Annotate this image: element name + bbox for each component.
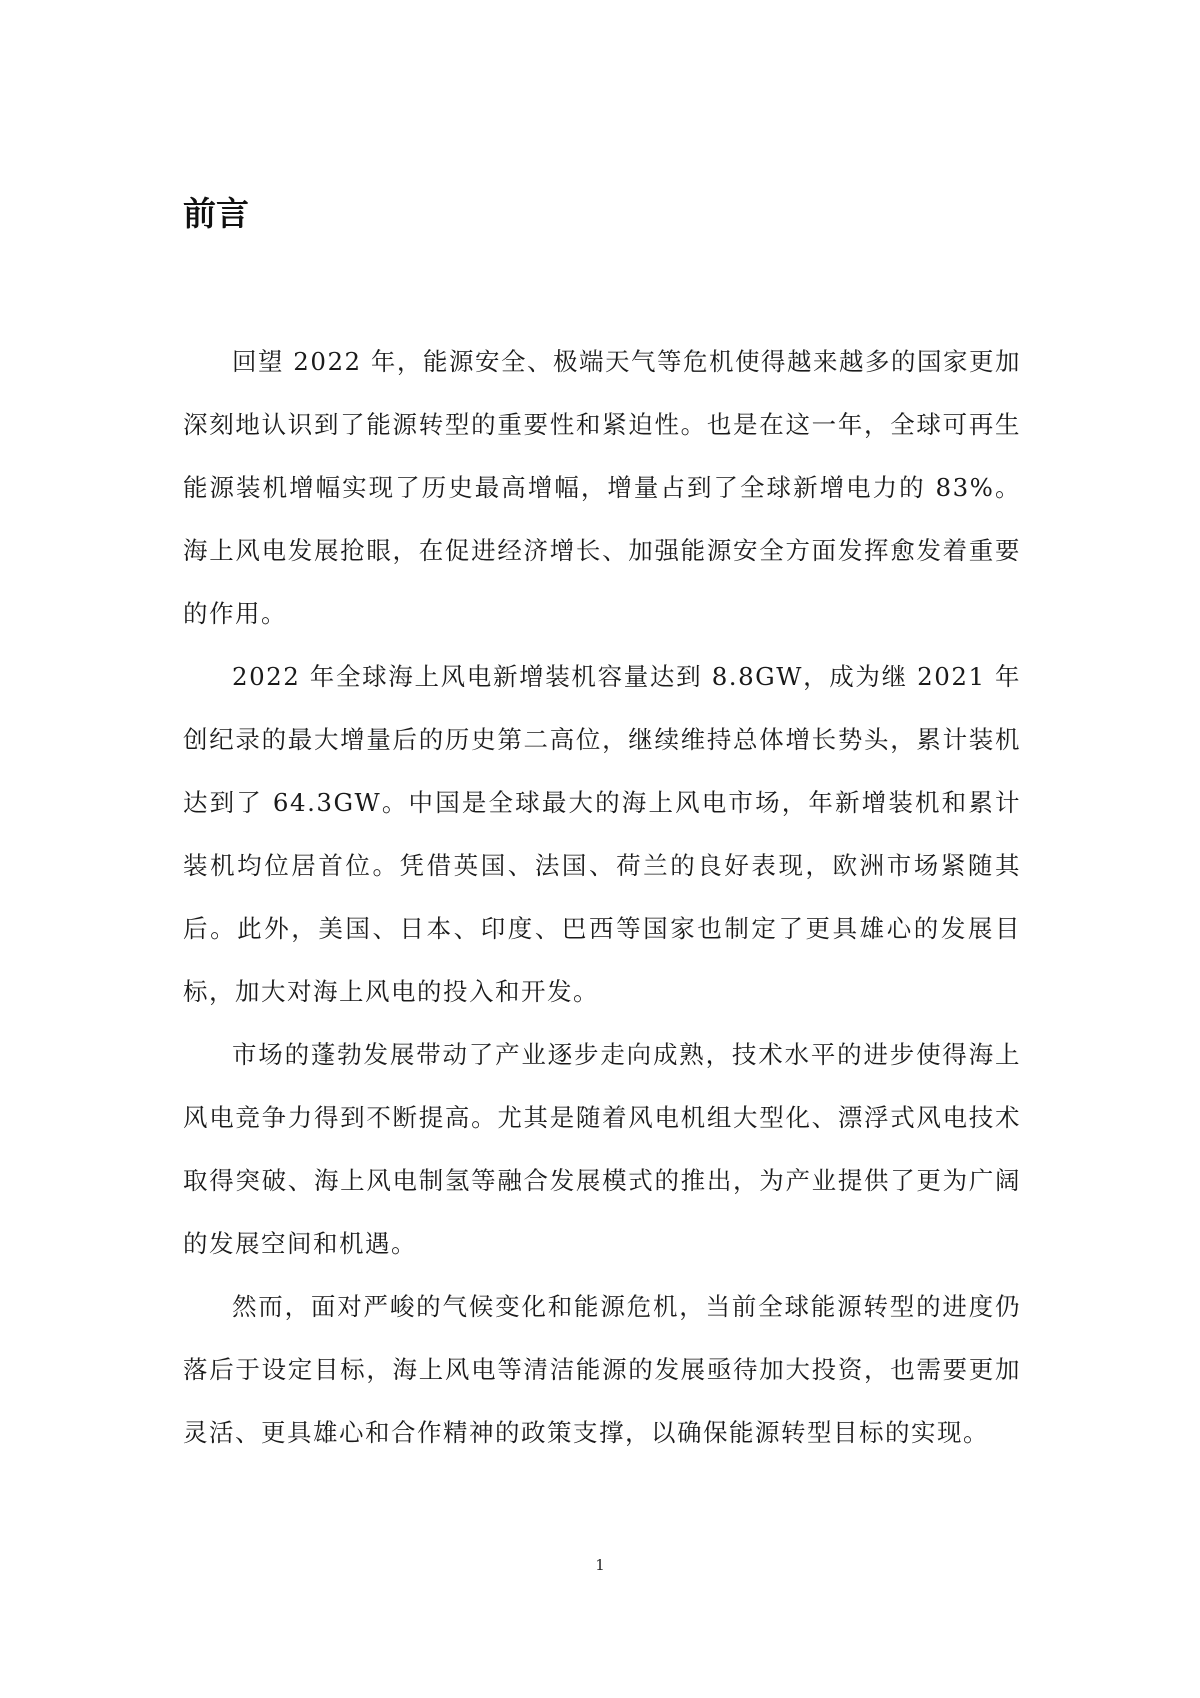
body-text <box>183 330 1021 1464</box>
paragraph-1: 回望 2022 年，能源安全、极端天气等危机使得越来越多的国家更加深刻地认识到了能源转型的重要性和紧迫性。也是在这一年，全球可再生能源装机增幅实现了历史最高增幅，增量占到了全球新增电力的 83%。海上风电发展抢眼，在促进经济增长、加强能源安全方面发挥愈发着重要的作用。 <box>183 347 1021 628</box>
page-title: 前言 <box>183 194 249 233</box>
paragraph-3: 市场的蓬勃发展带动了产业逐步走向成熟，技术水平的进步使得海上风电竞争力得到不断提高。尤其是随着风电机组大型化、漂浮式风电技术取得突破、海上风电制氢等融合发展模式的推出，为产业提供了更为广阔的发展空间和机遇。 <box>183 1040 1021 1258</box>
page-number: 1 <box>595 1556 605 1574</box>
paragraph-4: 然而，面对严峻的气候变化和能源危机，当前全球能源转型的进度仍落后于设定目标，海上风电等清洁能源的发展亟待加大投资，也需要更加灵活、更具雄心和合作精神的政策支撑，以确保能源转型目标的实现。 <box>183 1292 1021 1447</box>
paragraph-2: 2022 年全球海上风电新增装机容量达到 8.8GW，成为继 2021 年创纪录的最大增量后的历史第二高位，继续维持总体增长势头，累计装机达到了 64.3GW。中国是全球最大的海上风电市场，年新增装机和累计装机均位居首位。凭借英国、法国、荷兰的良好表现，欧洲市场紧随其后。此外，美国、日本、印度、巴西等国家也制定了更具雄心的发展目标，加大对海上风电的投入和开发。 <box>183 662 1021 1006</box>
